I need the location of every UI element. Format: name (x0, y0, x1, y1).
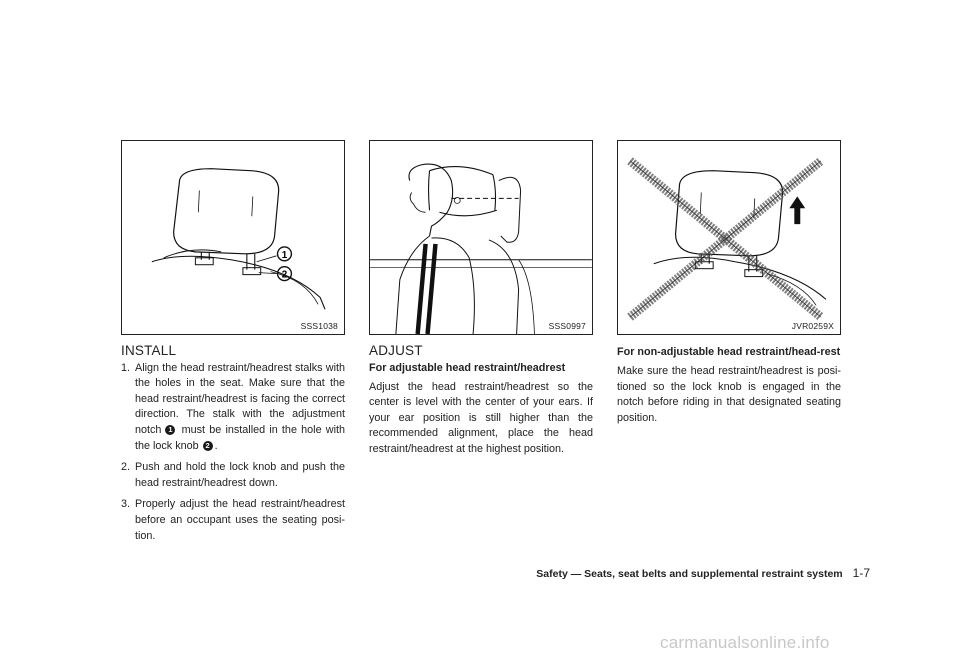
figure-adjust (369, 140, 593, 335)
step-text: Push and hold the lock knob and push the head restraint/headrest down. (135, 461, 345, 489)
callout-markers (122, 141, 344, 334)
step-number: 2. (121, 461, 131, 474)
footer-section-title: Safety — Seats, seat belts and supplemental restraint system (536, 568, 843, 580)
nonadjustable-body: Make sure the head restraint/headrest is posi-tioned so the lock knob is engaged in the notch before riding in that designated seating position. (617, 365, 841, 424)
page-number: 1-7 (852, 566, 870, 580)
install-section (121, 343, 345, 550)
headrest-cross-illustration (618, 141, 840, 334)
install-step-3 (121, 497, 345, 544)
adjust-section (369, 343, 593, 458)
nonadjustable-subheading: For non-adjustable head restraint/head-rest (617, 346, 841, 358)
figure-code: JVR0259X (791, 321, 834, 331)
step-text: must be installed in the hole with the lock knob (135, 423, 345, 452)
install-steps (121, 361, 345, 545)
step-number: 3. (121, 498, 131, 511)
person-headrest-illustration (370, 141, 592, 334)
install-heading: INSTALL (121, 343, 177, 358)
callout-2-badge: 2 (203, 441, 213, 451)
figure-install (121, 140, 345, 335)
step-text: Properly adjust the head restraint/headrest before an occupant uses the seating posi-tion. (135, 498, 345, 542)
install-step-1 (121, 361, 345, 455)
figure-nonadjustable (617, 140, 841, 335)
install-step-2 (121, 460, 345, 491)
callout-1-glyph: 1 (281, 249, 288, 261)
watermark: carmanualsonline.info (660, 633, 830, 652)
figure-code: SSS0997 (548, 321, 586, 331)
callout-1-badge: 1 (165, 425, 175, 435)
step-text: Align the head restraint/headrest stalks with the holes in the seat. Make sure that the head restraint/headrest is facing the correct direction. The stalk with the adjustment notch (135, 361, 345, 436)
nonadjustable-section (617, 345, 841, 426)
callout-2-glyph: 2 (281, 269, 288, 281)
page-footer (490, 566, 870, 580)
adjust-body: Adjust the head restraint/headrest so the center is level with the center of your ears. If your ear position is still higher than the recommended alignment, place the head restraint/headrest at the highest position. (369, 380, 593, 455)
adjust-heading: ADJUST (369, 343, 423, 358)
figure-code: SSS1038 (300, 321, 338, 331)
adjust-subheading: For adjustable head restraint/headrest (369, 361, 566, 374)
step-number: 1. (121, 361, 131, 374)
step-text: . (214, 439, 218, 452)
